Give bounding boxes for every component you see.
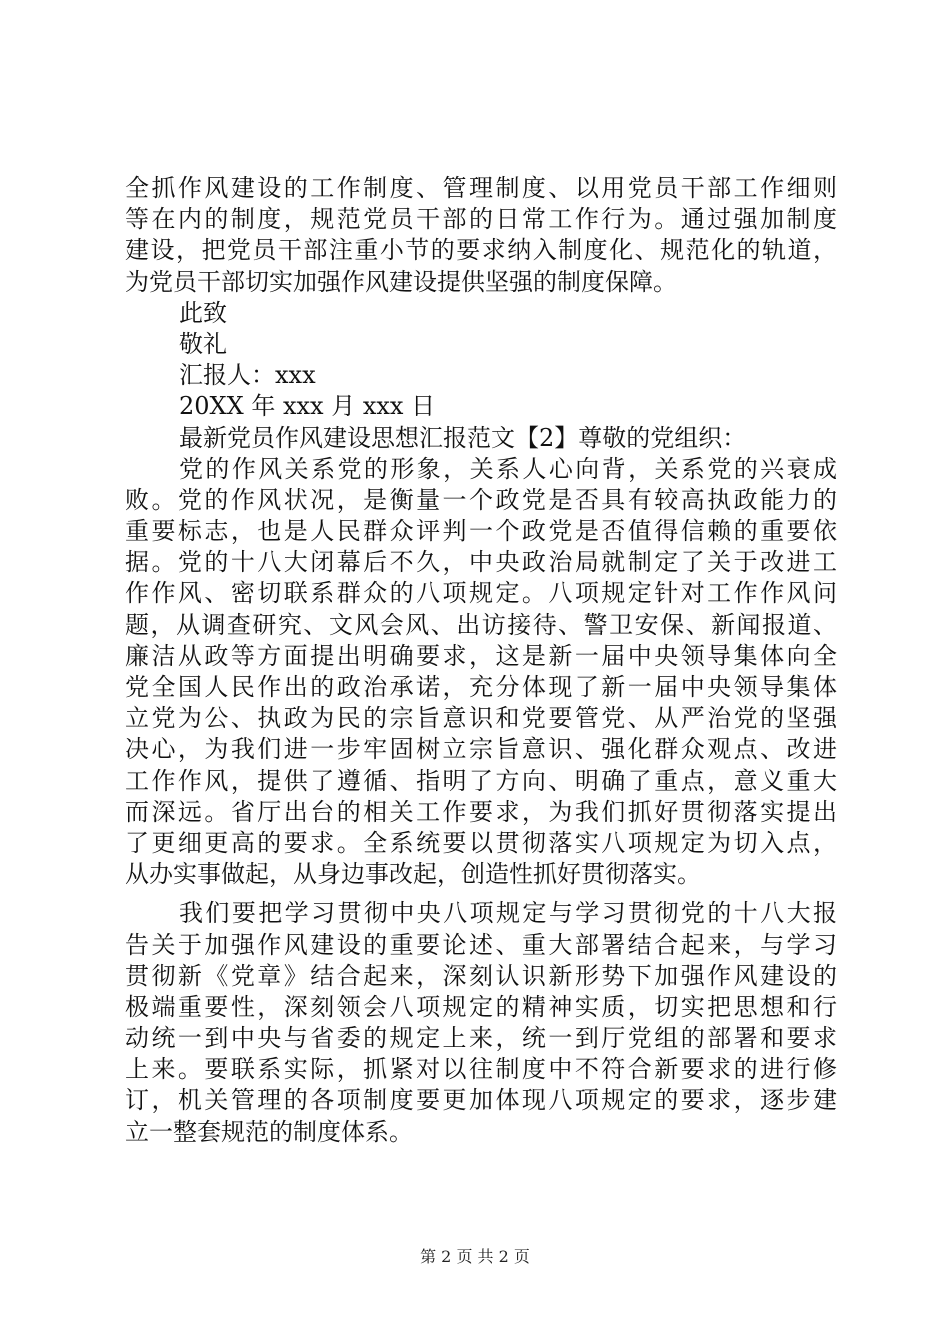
- text-line: 告关于加强作风建设的重要论述、重大部署结合起来，与学习: [125, 930, 837, 959]
- text-line: 了更细更高的要求。全系统要以贯彻落实八项规定为切入点，: [125, 828, 837, 857]
- text-line: 从办实事做起，从身边事改起，创造性抓好贯彻落实。: [125, 860, 701, 889]
- text-line: 立一整套规范的制度体系。: [125, 1117, 413, 1146]
- text-line: 订，机关管理的各项制度要更加体现八项规定的要求，逐步建: [125, 1086, 837, 1115]
- text-line: 全抓作风建设的工作制度、管理制度、以用党员干部工作细则: [125, 174, 837, 202]
- text-line: 作作风、密切联系群众的八项规定。八项规定针对工作作风问: [125, 579, 837, 608]
- text-line: 动统一到中央与省委的规定上来，统一到厅党组的部署和要求: [125, 1024, 837, 1053]
- text-line: 极端重要性，深刻领会八项规定的精神实质，切实把思想和行: [125, 992, 837, 1021]
- text-line: 据。党的十八大闭幕后不久，中央政治局就制定了关于改进工: [125, 548, 837, 577]
- salutation-jing-li: 敬礼: [179, 329, 227, 358]
- text-line: 上来。要联系实际，抓紧对以往制度中不符合新要求的进行修: [125, 1055, 837, 1084]
- text-line: 党的作风关系党的形象，关系人心向背，关系党的兴衰成: [179, 454, 837, 483]
- text-line: 等在内的制度，规范党员干部的日常工作行为。通过强加制度: [125, 205, 837, 234]
- date-line: 20XX 年 xxx 月 xxx 日: [179, 392, 436, 421]
- text-line: 败。党的作风状况，是衡量一个政党是否具有较高执政能力的: [125, 485, 837, 514]
- text-line: 廉洁从政等方面提出明确要求，这是新一届中央领导集体向全: [125, 641, 837, 670]
- text-line: 立党为公、执政为民的宗旨意识和党要管党、从严治党的坚强: [125, 704, 837, 733]
- text-line: 党全国人民作出的政治承诺，充分体现了新一届中央领导集体: [125, 673, 837, 701]
- text-line: 建设，把党员干部注重小节的要求纳入制度化、规范化的轨道，: [125, 236, 837, 265]
- text-line: 我们要把学习贯彻中央八项规定与学习贯彻党的十八大报: [179, 899, 837, 928]
- text-line: 重要标志，也是人民群众评判一个政党是否值得信赖的重要依: [125, 517, 837, 546]
- salutation-ci-zhi: 此致: [179, 298, 227, 327]
- text-line: 贯彻新《党章》结合起来，深刻认识新形势下加强作风建设的: [125, 961, 837, 990]
- paragraph-1: [125, 173, 837, 298]
- text-line: 决心，为我们进一步牢固树立宗旨意识、强化群众观点、改进: [125, 735, 837, 764]
- text-line: 题，从调查研究、文风会风、出访接待、警卫安保、新闻报道、: [125, 610, 837, 639]
- paragraph-2: [125, 454, 837, 891]
- text-line: 为党员干部切实加强作风建设提供坚强的制度保障。: [125, 267, 677, 296]
- text-line: 工作作风，提供了遵循、指明了方向、明确了重点，意义重大: [125, 766, 837, 795]
- page-footer: 第 2 页 共 2 页: [420, 1247, 530, 1266]
- reporter-line: 汇报人：xxx: [179, 361, 316, 390]
- section-heading: 最新党员作风建设思想汇报范文【2】尊敬的党组织：: [179, 423, 747, 452]
- paragraph-spacer: [125, 890, 837, 898]
- paragraph-3: [125, 898, 837, 1148]
- document-body: [125, 173, 837, 1148]
- text-line: 而深远。省厅出台的相关工作要求，为我们抓好贯彻落实提出: [125, 797, 837, 826]
